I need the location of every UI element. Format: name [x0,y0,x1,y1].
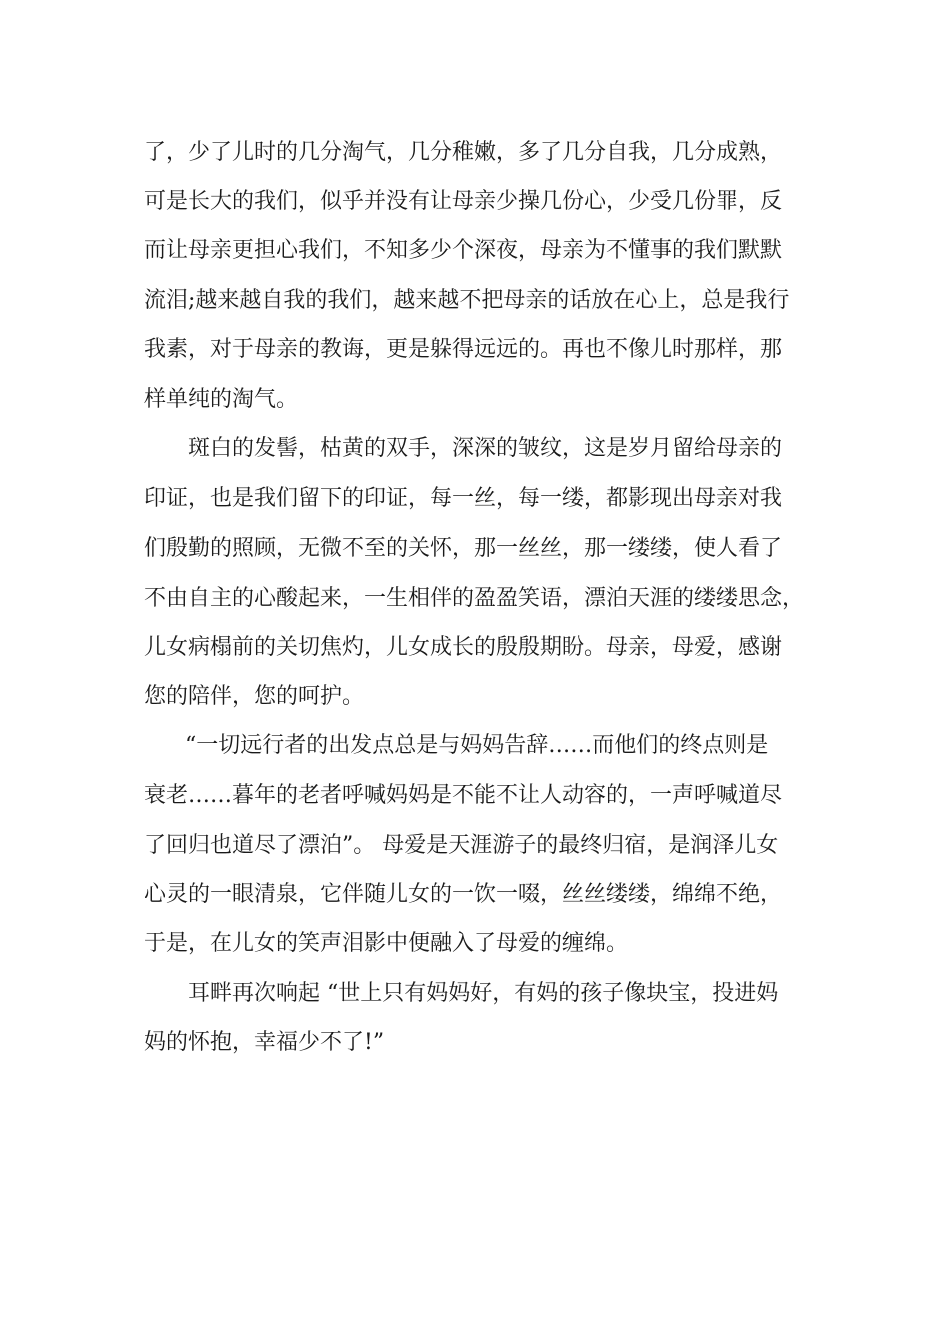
text-line: 我素，对于母亲的教诲，更是躲得远远的。再也不像儿时那样，那 [144,337,783,362]
text-line: 了回归也道尽了漂泊”。 母爱是天涯游子的最终归宿，是润泽儿女 [144,833,779,858]
text-line: 们殷勤的照顾，无微不至的关怀，那一丝丝，那一缕缕，使人看了 [144,536,783,561]
text-line: 心灵的一眼清泉，它伴随儿女的一饮一啜，丝丝缕缕，绵绵不绝， [144,882,783,907]
text-line: 可是长大的我们，似乎并没有让母亲少操几份心，少受几份罪，反 [144,189,783,214]
text-line: 您的陪伴，您的呵护。 [144,684,365,709]
text-line: 样单纯的淘气。 [144,387,299,412]
paragraph-start-line: 斑白的发髻，枯黄的双手，深深的皱纹，这是岁月留给母亲的 [188,436,783,461]
text-line: 流泪;越来越自我的我们，越来越不把母亲的话放在心上，总是我行 [144,288,790,313]
text-line: 印证，也是我们留下的印证，每一丝，每一缕，都影现出母亲对我 [144,486,783,511]
text-line: 不由自主的心酸起来，一生相伴的盈盈笑语，漂泊天涯的缕缕思念， [144,586,805,611]
paragraph-start-line: “一切远行者的出发点总是与妈妈告辞……而他们的终点则是 [185,733,769,758]
text-line: 了，少了儿时的几分淘气，几分稚嫩，多了几分自我，几分成熟， [144,140,783,165]
text-line: 而让母亲更担心我们，不知多少个深夜，母亲为不懂事的我们默默 [144,238,783,263]
text-line: 妈的怀抱，幸福少不了!” [144,1030,385,1055]
text-line: 儿女病榻前的关切焦灼，儿女成长的殷殷期盼。母亲，母爱，感谢 [144,635,783,660]
paragraph-start-line: 耳畔再次响起 “世上只有妈妈好，有妈的孩子像块宝，投进妈 [188,981,779,1006]
text-line: 衰老……暮年的老者呼喊妈妈是不能不让人动容的，一声呼喊道尽 [144,783,783,808]
text-line: 于是，在儿女的笑声泪影中便融入了母爱的缠绵。 [144,931,629,956]
